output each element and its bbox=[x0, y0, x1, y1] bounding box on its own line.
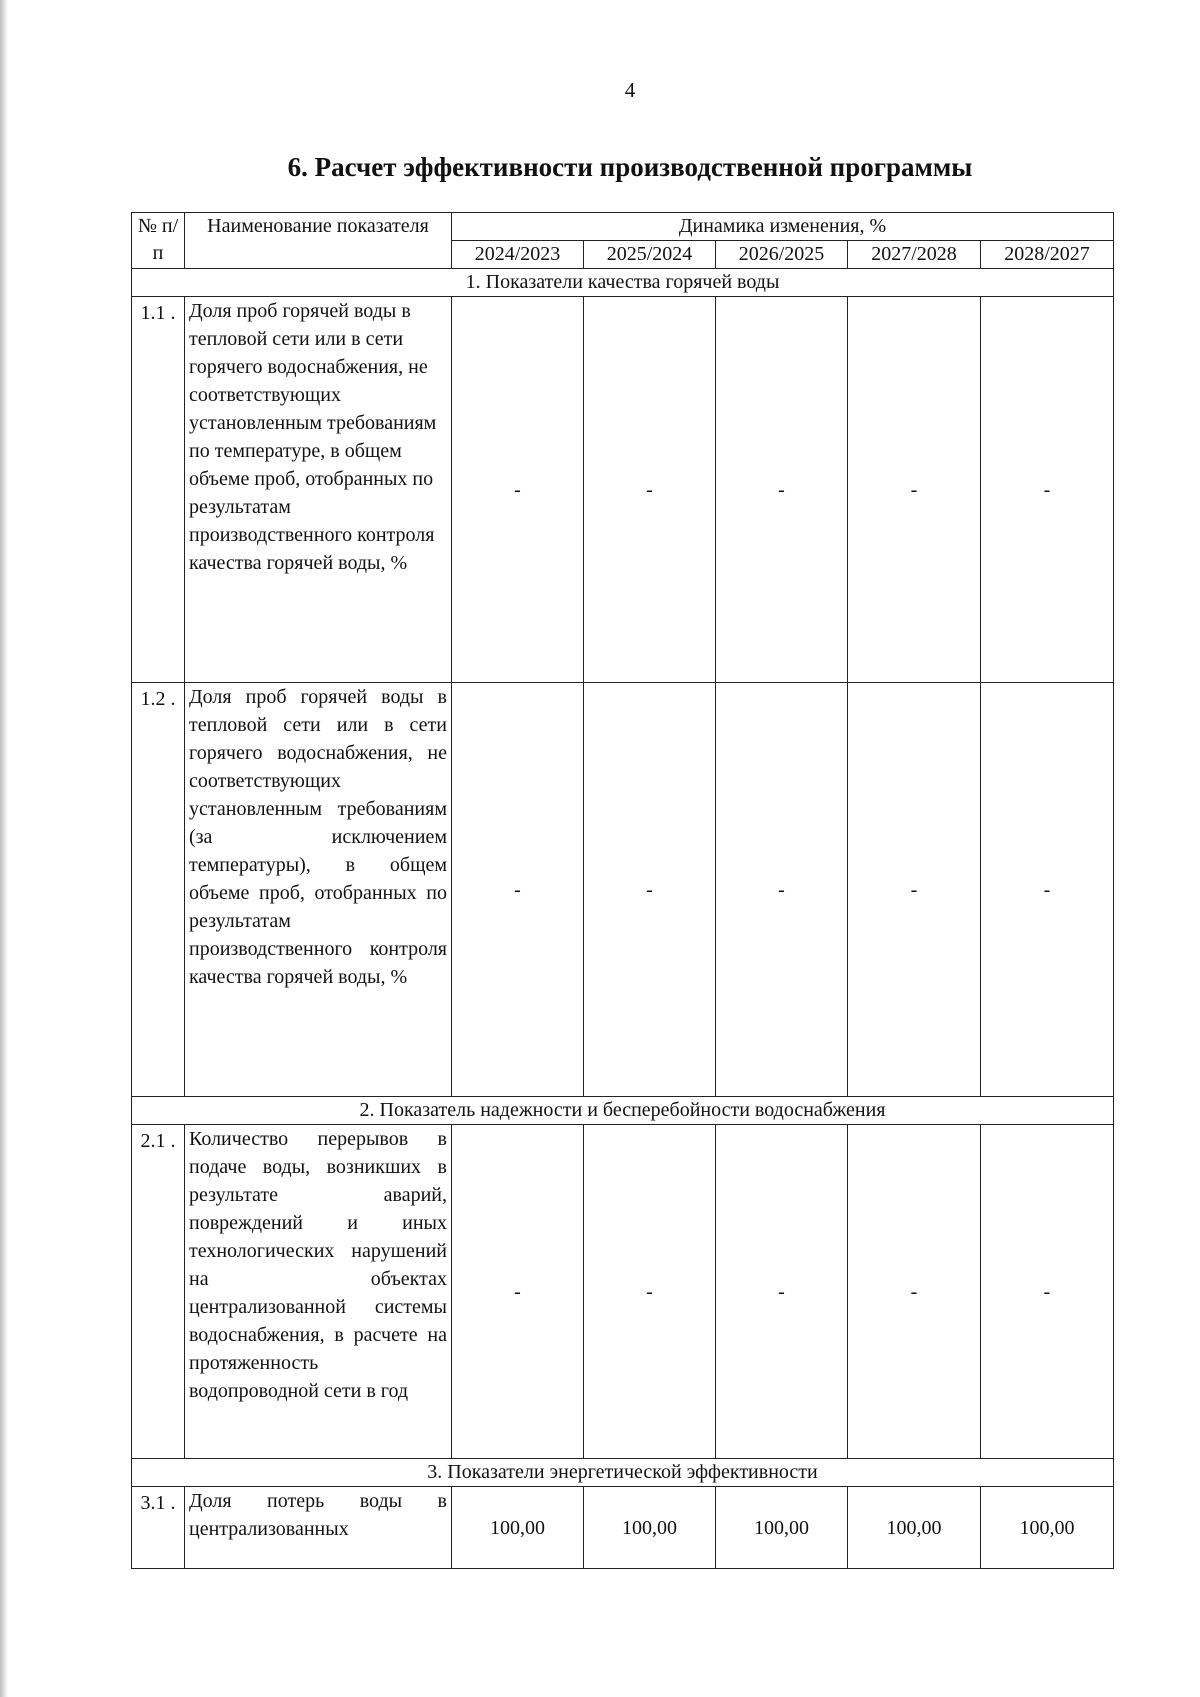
row-value: - bbox=[981, 1125, 1114, 1459]
row-number: 1.1 . bbox=[132, 297, 185, 683]
col-header-dynamics: Динамика изменения, % bbox=[452, 213, 1114, 241]
year-header: 2027/2028 bbox=[848, 241, 981, 269]
table-row bbox=[132, 1487, 1114, 1569]
row-value: - bbox=[848, 683, 981, 1097]
year-header: 2026/2025 bbox=[716, 241, 848, 269]
row-value: - bbox=[848, 1125, 981, 1459]
row-value: - bbox=[981, 683, 1114, 1097]
row-value: - bbox=[716, 1125, 848, 1459]
row-value: - bbox=[716, 683, 848, 1097]
row-number: 3.1 . bbox=[132, 1487, 185, 1569]
row-value: - bbox=[452, 683, 584, 1097]
row-value: 100,00 bbox=[848, 1487, 981, 1569]
row-name: Доля потерь воды в централизованных bbox=[185, 1487, 452, 1569]
year-header: 2025/2024 bbox=[584, 241, 716, 269]
page-title: 6. Расчет эффективности производственной программы bbox=[287, 152, 973, 182]
row-value: - bbox=[584, 297, 716, 683]
row-value: - bbox=[848, 297, 981, 683]
row-name: Доля проб горячей воды в тепловой сети или в сети горячего водоснабжения, не соответствующих установленным требованиям по температуре, в общем объеме проб, отобранных по результатам производственного контроля качества горячей воды, % bbox=[185, 297, 452, 683]
row-name: Доля проб горячей воды в тепловой сети или в сети горячего водоснабжения, не соответствующих установленным требованиям (за исключением температуры), в общем объеме проб, отобранных по результатам производственного контроля качества горячей воды, % bbox=[185, 683, 452, 1097]
page-number: 4 bbox=[624, 78, 636, 102]
section-header bbox=[132, 1459, 1114, 1487]
row-value: 100,00 bbox=[584, 1487, 716, 1569]
row-value: - bbox=[584, 683, 716, 1097]
table-row bbox=[132, 297, 1114, 683]
col-header-name: Наименование показателя bbox=[185, 213, 452, 269]
section-title: 1. Показатели качества горячей воды bbox=[132, 269, 1114, 297]
section-title: 3. Показатели энергетической эффективности bbox=[132, 1459, 1114, 1487]
row-value: - bbox=[716, 297, 848, 683]
col-header-num: № п/п bbox=[132, 213, 185, 269]
row-value: - bbox=[584, 1125, 716, 1459]
row-number: 1.2 . bbox=[132, 683, 185, 1097]
section-header bbox=[132, 1097, 1114, 1125]
year-header: 2028/2027 bbox=[981, 241, 1114, 269]
year-header: 2024/2023 bbox=[452, 241, 584, 269]
row-value: - bbox=[452, 1125, 584, 1459]
row-value: 100,00 bbox=[452, 1487, 584, 1569]
row-value: 100,00 bbox=[716, 1487, 848, 1569]
efficiency-table bbox=[131, 212, 1114, 1569]
section-title: 2. Показатель надежности и бесперебойности водоснабжения bbox=[132, 1097, 1114, 1125]
row-value: 100,00 bbox=[981, 1487, 1114, 1569]
table-row bbox=[132, 1125, 1114, 1459]
section-header bbox=[132, 269, 1114, 297]
table-row bbox=[132, 683, 1114, 1097]
row-name: Количество перерывов в подаче воды, возникших в результате аварий, повреждений и иных технологических нарушений на объектах централизованной системы водоснабжения, в расчете на протяженность водопроводной сети в год bbox=[185, 1125, 452, 1459]
row-value: - bbox=[452, 297, 584, 683]
scan-edge bbox=[0, 0, 8, 1697]
row-value: - bbox=[981, 297, 1114, 683]
row-number: 2.1 . bbox=[132, 1125, 185, 1459]
